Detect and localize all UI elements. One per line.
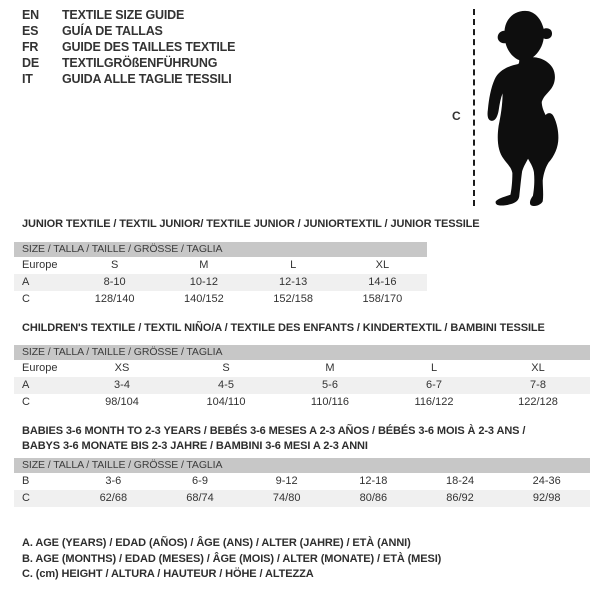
section-title: JUNIOR TEXTILE / TEXTIL JUNIOR/ TEXTILE JUNIOR / JUNIORTEXTIL / JUNIOR TESSILE (22, 218, 480, 230)
table-row (14, 490, 590, 507)
cell-value: 158/170 (362, 293, 403, 305)
table-row (14, 394, 590, 411)
table-row (14, 377, 590, 394)
language-list (22, 7, 235, 87)
toddler-silhouette-icon (483, 8, 576, 209)
cell-value: 122/128 (518, 396, 558, 408)
cell-value: 152/158 (273, 293, 313, 305)
row-label: A (22, 276, 30, 288)
language-title: GUIDA ALLE TAGLIE TESSILI (62, 72, 232, 86)
size-header-bar: SIZE / TALLA / TAILLE / GRÖSSE / TAGLIA (14, 345, 590, 360)
section-children (14, 321, 590, 411)
cell-value: M (325, 362, 335, 374)
cell-value: 110/116 (310, 396, 350, 408)
row-label: B (22, 475, 30, 487)
language-code: FR (22, 40, 39, 54)
language-row (22, 71, 235, 87)
cell-value: 104/110 (206, 396, 246, 408)
cell-value: 5-6 (322, 379, 338, 391)
footnote-list (22, 536, 441, 583)
cell-value: 140/152 (183, 293, 224, 305)
junior-size-table (14, 242, 427, 308)
cell-value: 8-10 (103, 276, 126, 288)
section-junior (14, 217, 480, 308)
footnote: C. (cm) HEIGHT / ALTURA / HAUTEUR / HÖHE / ALTEZZA (22, 568, 314, 580)
cell-value: 6-9 (192, 475, 208, 487)
section-title: CHILDREN'S TEXTILE / TEXTIL NIÑO/A / TEXTILE DES ENFANTS / KINDERTEXTIL / BAMBINI TESSILE (22, 322, 545, 334)
babies-size-table (14, 458, 590, 507)
cell-value: M (199, 259, 209, 271)
cell-value: 4-5 (218, 379, 234, 391)
cell-value: 7-8 (530, 379, 546, 391)
cell-value: 86/92 (446, 492, 474, 504)
language-row (22, 7, 235, 23)
children-size-table (14, 345, 590, 411)
row-label: Europe (22, 362, 58, 374)
cell-value: 116/122 (414, 396, 454, 408)
cell-value: 9-12 (275, 475, 298, 487)
language-row (22, 23, 235, 39)
cell-value: 18-24 (445, 475, 475, 487)
cell-value: 12-18 (359, 475, 388, 487)
row-label: A (22, 379, 30, 391)
cell-value: 12-13 (279, 276, 308, 288)
section-title: BABIES 3-6 MONTH TO 2-3 YEARS / BEBÉS 3-6 MESES A 2-3 AÑOS / BÉBÉS 3-6 MOIS À 2-3 ANS / (22, 425, 526, 437)
language-code: ES (22, 24, 39, 38)
language-code: IT (22, 72, 33, 86)
cell-value: 98/104 (105, 396, 139, 408)
cell-value: 62/68 (99, 492, 128, 504)
section-babies (14, 424, 590, 507)
cell-value: XL (531, 362, 545, 374)
language-title: TEXTILGRÖßENFÜHRUNG (62, 56, 218, 70)
height-measure-line (473, 9, 475, 206)
cell-value: 10-12 (189, 276, 218, 288)
footnote: B. AGE (MONTHS) / EDAD (MESES) / ÂGE (MOIS) / ALTER (MONATE) / ETÀ (MESI) (22, 552, 442, 565)
cell-value: 128/140 (94, 293, 135, 305)
size-header-bar: SIZE / TALLA / TAILLE / GRÖSSE / TAGLIA (14, 458, 590, 473)
cell-value: 92/98 (532, 492, 561, 504)
language-title: GUÍA DE TALLAS (62, 24, 163, 38)
cell-value: 74/80 (272, 492, 301, 504)
language-code: EN (22, 8, 39, 22)
row-label: C (22, 293, 30, 305)
cell-value: 80/86 (359, 492, 388, 504)
section-title-line2: BABYS 3-6 MONATE BIS 2-3 JAHRE / BAMBINI 3-6 MESI A 2-3 ANNI (22, 440, 368, 452)
row-label: Europe (22, 259, 58, 271)
cell-value: 6-7 (426, 379, 442, 391)
cell-value: 68/74 (186, 492, 214, 504)
table-row (14, 257, 427, 274)
cell-value: 3-6 (105, 475, 122, 487)
height-measure-label: C (452, 109, 461, 123)
language-row (22, 39, 235, 55)
language-row (22, 55, 235, 71)
row-label: C (22, 396, 30, 408)
cell-value: S (110, 259, 119, 271)
cell-value: S (222, 362, 230, 374)
cell-value: 24-36 (532, 475, 561, 487)
language-title: GUIDE DES TAILLES TEXTILE (62, 40, 236, 54)
cell-value: XS (114, 362, 130, 374)
language-code: DE (22, 56, 39, 70)
cell-value: 14-16 (368, 276, 397, 288)
cell-value: L (430, 362, 438, 374)
row-label: C (22, 492, 30, 504)
cell-value: L (290, 259, 297, 271)
size-header-bar: SIZE / TALLA / TAILLE / GRÖSSE / TAGLIA (14, 242, 427, 257)
table-row (14, 274, 427, 291)
table-row (14, 360, 590, 377)
language-title: TEXTILE SIZE GUIDE (62, 8, 185, 22)
cell-value: XL (375, 259, 390, 271)
table-row (14, 291, 427, 308)
table-row (14, 473, 590, 490)
cell-value: 3-4 (114, 379, 130, 391)
footnote: A. AGE (YEARS) / EDAD (AÑOS) / ÂGE (ANS) / ALTER (JAHRE) / ETÀ (ANNI) (22, 537, 411, 549)
